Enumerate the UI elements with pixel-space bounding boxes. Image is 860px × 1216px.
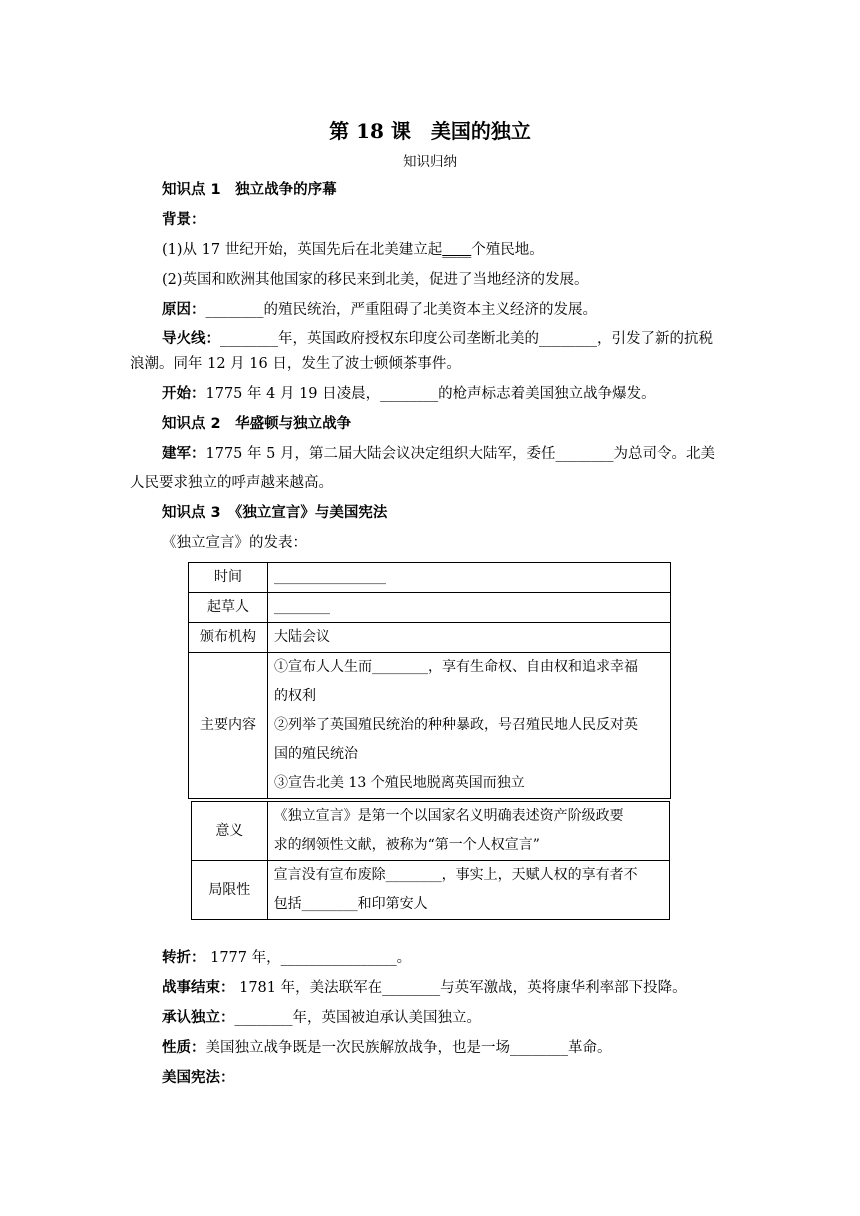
content1-blank: ________ [372,659,428,675]
start-text-pre: 1775 年 4 月 19 日凌晨， [205,386,381,402]
content-item-3: ③宣告北美 13 个殖民地脱离英国而独立 [274,775,525,791]
cause-label: 原因： [162,302,206,318]
nature-text-post: 革命。 [568,1040,612,1056]
content-item-2-line-2: 国的殖民统治 [274,746,358,762]
background-item-1 [162,240,544,260]
limit-post: ，事实上，天赋人权的享有者不 [441,867,638,883]
fuse-line-2: 浪潮。同年 12 月 16 日，发生了波士顿倾茶事件。 [130,356,461,372]
content-item-2: ②列举了英国殖民统治的种种暴政，号召殖民地人民反对英 [274,717,638,733]
constitution-label: 美国宪法： [162,1070,235,1086]
declaration-intro: 《独立宣言》的发表： [162,535,307,551]
army-blank: ________ [555,446,614,462]
declaration-table-continued [191,801,670,920]
page-title: 第 18 课 美国的独立 [329,119,531,143]
limit-blank-1: ________ [385,867,442,883]
turning-point-line [162,948,411,968]
army-line-2: 人民要求独立的呼声越来越高。 [130,475,333,491]
issuer-value: 大陆会议 [268,623,671,653]
nature-label: 性质： [162,1040,206,1056]
table-row [192,802,670,861]
cause-line [162,300,597,320]
nature-line [162,1038,612,1058]
fuse-blank-1: ________ [220,331,278,347]
turn-blank: ________________ [280,950,397,966]
turn-text-post: 。 [396,950,412,966]
table-row [189,653,671,799]
drafter-label: 起草人 [189,593,268,623]
table-row [192,861,670,920]
issuer-label: 颁布机构 [189,623,268,653]
limitation-line-1 [274,861,663,890]
army-line [162,444,715,464]
fuse-blank-2: ________ [539,331,597,347]
table-row [189,593,671,623]
end-label: 战事结束： [162,980,235,996]
time-label: 时间 [189,563,268,593]
nature-blank: ________ [510,1040,568,1056]
content1-pre: ①宣布人人生而 [274,659,372,675]
declaration-table [188,562,671,799]
recog-text-post: 年，英国被迫承认美国独立。 [292,1010,481,1026]
end-blank: ________ [382,980,441,996]
background-item-2: (2)英国和欧洲其他国家的移民来到北美，促进了当地经济的发展。 [162,272,589,288]
nature-text-pre: 美国独立战争既是一次民族解放战争，也是一场 [205,1040,510,1056]
fuse-text-2: ，引发了新的抗税 [597,331,713,347]
content1-post: ，享有生命权、自由权和追求幸福 [428,659,638,675]
content-label: 主要内容 [189,653,268,799]
limitation-value [267,861,669,920]
table-row [189,623,671,653]
page-subtitle: 知识归纳 [403,154,457,170]
content-item-1-line-2: 的权利 [274,688,316,704]
meaning-line-2: 求的纲领性文献，被称为“第一个人权宣言” [273,837,540,853]
section-heading-2: 知识点 2 华盛顿与独立战争 [162,416,352,432]
army-text-post: 为总司令。北美 [613,446,715,462]
drafter-value: ________ [268,593,671,623]
cause-blank: ________ [205,302,264,318]
bg1-text-post: 个殖民地。 [471,242,544,258]
cause-text: 的殖民统治，严重阻碍了北美资本主义经济的发展。 [263,302,597,318]
start-label: 开始： [162,386,206,402]
limit-pre: 宣言没有宣布废除 [273,867,386,883]
end-text-post: 与英军激战，英将康华利率部下投降。 [440,980,687,996]
table-row [189,563,671,593]
limitation-line-2 [274,890,663,919]
turn-text-pre: 1777 年， [205,950,281,966]
recognition-line [162,1008,481,1028]
fuse-label: 导火线： [162,331,220,347]
meaning-line-1: 《独立宣言》是第一个以国家名义明确表述资产阶级政要 [273,808,624,824]
meaning-value [267,802,669,861]
war-end-line [162,978,687,998]
content-value [268,653,671,799]
section-heading-3: 知识点 3 《独立宣言》与美国宪法 [162,505,388,521]
recog-blank: ________ [234,1010,293,1026]
start-text-post: 的枪声标志着美国独立战争爆发。 [438,386,656,402]
section-heading-1: 知识点 1 独立战争的序幕 [162,182,337,198]
limit-line2-post: 和印第安人 [357,896,428,912]
limit-line2-pre: 包括 [273,896,302,912]
start-blank: ________ [380,386,439,402]
background-label: 背景： [162,212,206,228]
army-text-pre: 1775 年 5 月，第二届大陆会议决定组织大陆军，委任 [205,446,556,462]
recog-label: 承认独立： [162,1010,235,1026]
fuse-text-1: 年，英国政府授权东印度公司垄断北美的 [278,331,539,347]
meaning-label: 意义 [192,802,268,861]
time-value: ________________ [268,563,671,593]
army-label: 建军： [162,446,206,462]
limit-blank-2: ________ [301,896,358,912]
bg1-text-pre: (1)从 17 世纪开始，英国先后在北美建立起 [162,242,443,258]
fuse-line [162,329,713,349]
end-text-pre: 1781 年，美法联军在 [234,980,383,996]
bg1-blank: ____ [442,242,472,258]
content-item-1 [274,653,664,682]
limitation-label: 局限性 [192,861,268,920]
turn-label: 转折： [162,950,206,966]
start-line [162,384,656,404]
